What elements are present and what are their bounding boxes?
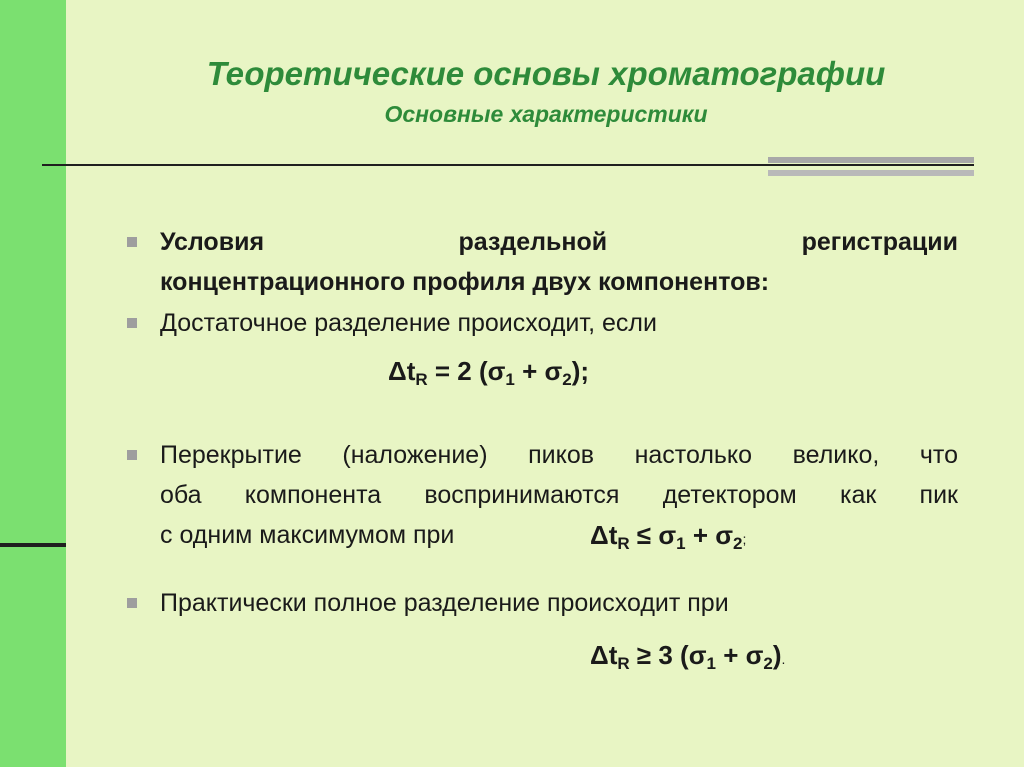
header-rule — [42, 164, 974, 166]
bullet-3-line-2: оба компонента воспринимаются детектором как пик — [160, 481, 958, 509]
formula-peak-overlap: $\Delta t_R \le \sigma_1 + \sigma_2$; — [590, 520, 747, 553]
bullet-3-text — [160, 435, 958, 555]
bullet-marker — [127, 237, 137, 247]
bullet-marker — [127, 450, 137, 460]
bullet-3-line-1: Перекрытие (наложение) пиков настолько велико, что — [160, 441, 958, 469]
bullet-marker — [127, 598, 137, 608]
bullet-1-line-1: Условия раздельной регистрации — [160, 228, 958, 256]
slide-title: Теоретические основы хроматографии — [206, 55, 886, 92]
slide-subtitle: Основные характеристики — [384, 101, 708, 127]
bullet-4-text: Практически полное разделение происходит при — [160, 589, 729, 617]
formula-sufficient-separation: $\Delta t_R = 2$ $(\sigma_1 + \sigma_2)$; — [388, 356, 590, 389]
bullet-3-line-3: с одним максимумом при — [160, 521, 455, 549]
bullet-1-text — [160, 222, 958, 302]
side-bar-divider — [0, 543, 66, 547]
formula-complete-separation: $\Delta t_R \ge 3$ $(\sigma_1 + \sigma_2)$. — [590, 640, 786, 673]
side-accent-bar — [0, 0, 66, 767]
bullet-2-text: Достаточное разделение происходит, если — [160, 309, 657, 337]
bullet-1-line-2: концентрационного профиля двух компонентов: — [160, 268, 770, 296]
header-accent-rule-bottom — [768, 170, 974, 176]
header-accent-rule-top — [768, 157, 974, 163]
bullet-marker — [127, 318, 137, 328]
